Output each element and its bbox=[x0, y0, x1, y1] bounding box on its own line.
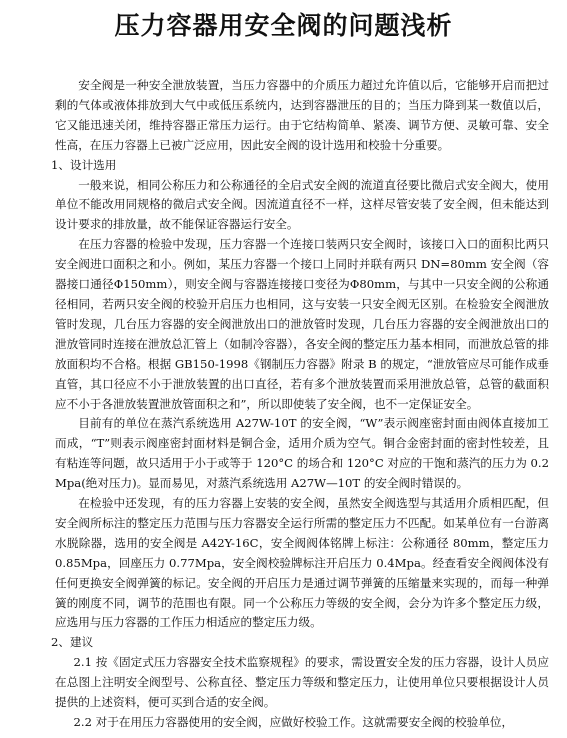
section-2-heading: 2、建议 bbox=[51, 635, 94, 650]
section-2-paragraph-2: 2.2 对于在用压力容器使用的安全阀，应做好校验工作。这就需要安全阀的校验单位， bbox=[73, 715, 514, 729]
section-1-paragraph-2: 在压力容器的检验中发现，压力容器一个连接口装两只安全阀时，该接口入口的面积比两只安全阀进口面积之和小。例如，某压力容器一个接口上同时并联有两只 DN=80mm 安全阀（容器接口通径Φ150mm），则安全阀与容器连接接口变径为Φ80mm，与其中一只安全阀的公称通径相同，若两只安全阀的校验开启压力也相同，这与安装一只安全阀无区别。在检验安全阀泄放管时发现，几台压力容器的安全阀泄放出口的泄放管时发现，几台压力容器的安全阀泄放出口的泄放管同时连接在泄放总汇管上（如制冷容器），各安全阀的整定压力基本相同，而泄放总管的排放面积均不合格。根据 GB150-1998《钢制压力容器》附录 B 的规定，“泄放管应尽可能作成垂直管，其口径应不小于泄放装置的出口直径，若有多个泄放装置而采用泄放总管，总管的截面积应不小于各泄放装置泄放管面积之和”，所以即使装了安全阀，也不一定保证安全。 bbox=[55, 237, 549, 411]
section-1-paragraph-4: 在检验中还发现，有的压力容器上安装的安全阀，虽然安全阀选型与其适用介质相匹配，但安全阀所标注的整定压力范围与压力容器安全运行所需的整定压力不匹配。如某单位有一台游离水脱除器，选用的安全阀是 A42Y-16C，安全阀阀体铭牌上标注：公称通径 80mm，整定压力 0.85Mpa，回座压力 0.77Mpa，安全阀校验牌标注开启压力 0.4Mpa。经查看安全阀阀体没有任何更换安全阀弹簧的标记。安全阀的开启压力是通过调节弹簧的压缩量来实现的，而每一种弹簧的刚度不同，调节的范围也有限。同一个公称压力等级的安全阀，会分为许多个整定压力级，应选用与压力容器的工作压力相适应的整定压力级。 bbox=[55, 496, 549, 630]
section-1-heading: 1、设计选用 bbox=[51, 157, 117, 172]
intro-paragraph: 安全阀是一种安全泄放装置，当压力容器中的介质压力超过允许值以后，它能够开启而把过剩的气体或液体排放到大气中或低压系统内，达到容器泄压的目的；当压力降到某一数值以后，它又能迅速关闭，维持容器正常压力运行。由于它结构简单、紧凑、调节方便、灵敏可靠、安全性高，在压力容器上已被广泛应用，因此安全阀的设计选用和校验十分重要。 bbox=[55, 78, 549, 152]
section-1-paragraph-1: 一般来说，相同公称压力和公称通径的全启式安全阀的流道直径要比微启式安全阀大，使用单位不能改用同规格的微启式安全阀。因流道直径不一样，这样尽管安装了安全阀，但未能达到设计要求的排放量，故不能保证容器运行安全。 bbox=[55, 177, 549, 232]
section-2-paragraph-1: 2.1 按《固定式压力容器安全技术监察规程》的要求，需设置安全发的压力容器，设计人员应在总图上注明安全阀型号、公称直径、整定压力等级和整定压力，让使用单位只要根据设计人员提供的上述资料，便可买到合适的安全阀。 bbox=[55, 655, 549, 710]
document-body bbox=[51, 76, 549, 733]
section-1-paragraph-3: 目前有的单位在蒸汽系统选用 A27W-10T 的安全阀，“W”表示阀座密封面由阀体直接加工而成，“T”则表示阀座密封面材料是铜合金，适用介质为空气。铜合金密封面的密封性较差，且有粘连等问题，故只适用于小于或等于 120°C 的场合和 120°C 对应的干饱和蒸汽的压力为 0.2Mpa(绝对压力)。显而易见，对蒸汽系统选用 A27W—10T 的安全阀时错误的。 bbox=[55, 416, 549, 491]
document-title: 压力容器用安全阀的问题浅析 bbox=[114, 11, 453, 40]
